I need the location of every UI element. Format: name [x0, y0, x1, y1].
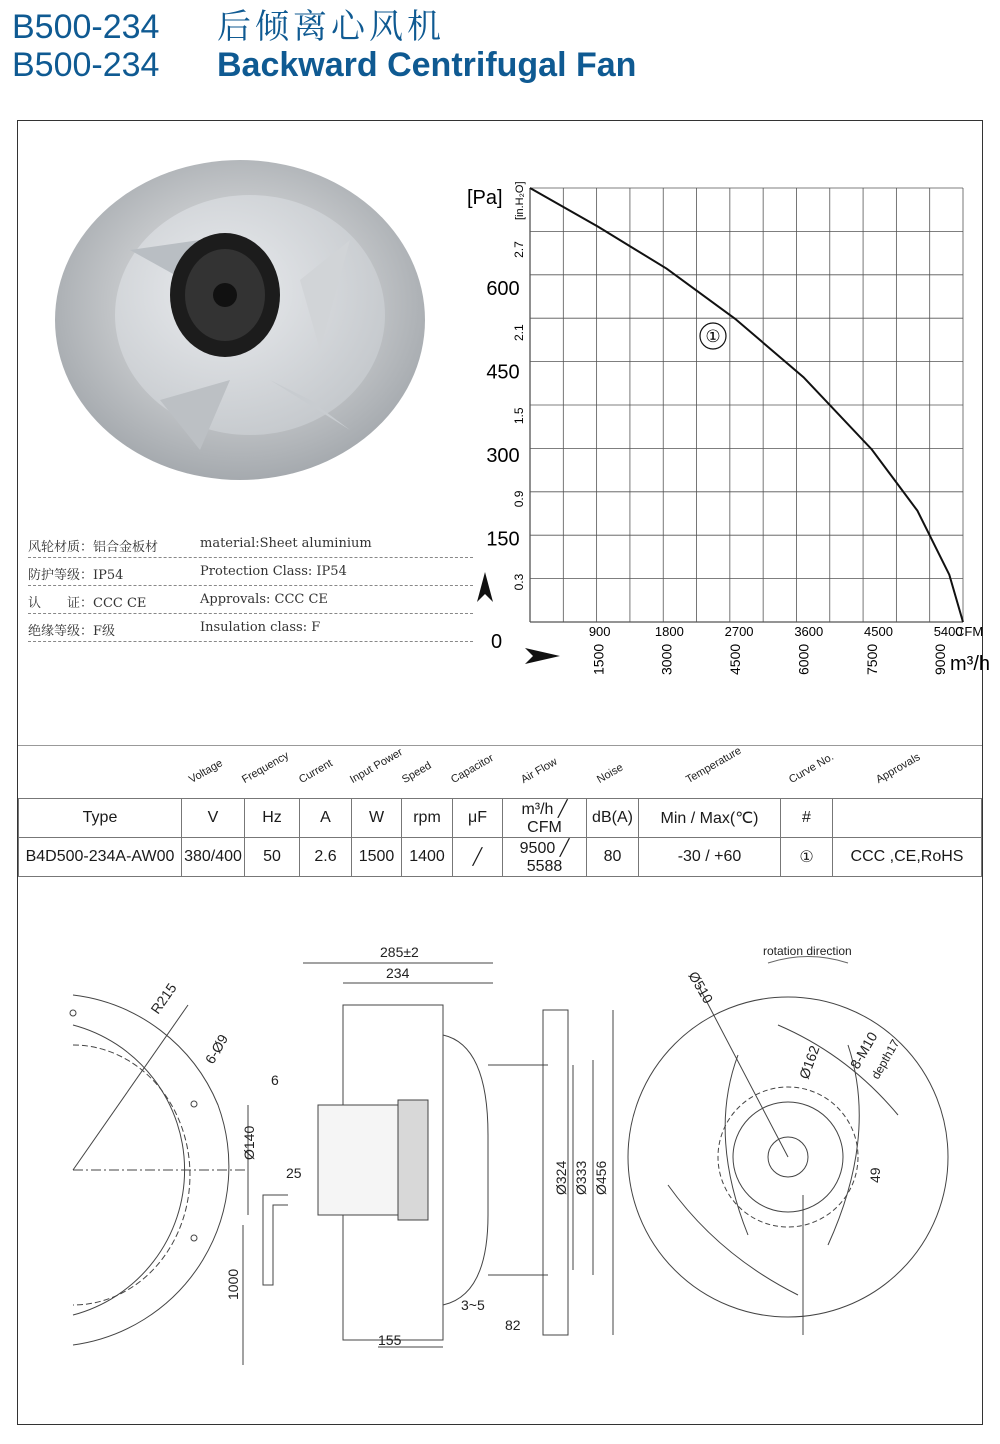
table-cell: 9500 ╱ 5588	[503, 838, 587, 877]
table-cell: #	[781, 799, 833, 838]
header-label: Input Power	[348, 746, 405, 786]
table-cell	[833, 799, 982, 838]
dim-holes: 6-Ø9	[201, 1031, 232, 1067]
y-arrow-icon	[477, 572, 493, 602]
spec-row: 绝缘等级：F级 Insulation class: F	[28, 616, 473, 642]
y2-tick-label: 2.7	[512, 241, 526, 258]
header-label: Current	[297, 757, 335, 786]
header-label: Curve No.	[787, 750, 836, 786]
table-cell: ╱	[453, 838, 503, 877]
header-label: Noise	[595, 761, 626, 786]
x-tick-label: 3600	[794, 624, 824, 639]
dim-d1: Ø324	[553, 1160, 569, 1195]
y2-tick-label: 0.3	[512, 573, 526, 591]
performance-chart	[455, 170, 990, 680]
table-cell: 380/400	[182, 838, 245, 877]
table-cell: 1400	[402, 838, 453, 877]
header-label: Frequency	[240, 749, 292, 786]
table-cell: 1500	[352, 838, 402, 877]
header-label: Speed	[400, 759, 434, 786]
y-tick-label: 600	[486, 278, 520, 301]
dim-outer: Ø510	[685, 968, 717, 1007]
dim-depth17: depth17	[868, 1036, 903, 1082]
rotation-label: rotation direction	[763, 944, 852, 958]
table-cell: 2.6	[300, 838, 352, 877]
x2-tick-label: 4500	[727, 643, 744, 675]
table-cell: V	[182, 799, 245, 838]
y2-tick-label: 0.9	[512, 490, 526, 508]
x-tick-label: 2700	[724, 624, 754, 639]
x2-tick-label: 9000	[932, 643, 949, 675]
curve-label: ①	[705, 327, 721, 346]
dim-hub: Ø140	[241, 1125, 257, 1160]
x-tick-label: 4500	[864, 624, 893, 639]
spec-row: 认 证：CCC CE Approvals: CCC CE	[28, 588, 473, 614]
header-label: Air Flow	[519, 755, 560, 786]
table-cell: 80	[587, 838, 639, 877]
x2-tick-label: 3000	[658, 643, 675, 675]
table-cell: μF	[453, 799, 503, 838]
title-chinese: B500-234 后倾离心风机	[12, 7, 445, 47]
dim-d3: Ø456	[593, 1160, 609, 1195]
table-cell: dB(A)	[587, 799, 639, 838]
dim-49: 49	[867, 1167, 883, 1183]
title-english: B500-234 Backward Centrifugal Fan	[12, 46, 637, 84]
dim-body: 234	[386, 965, 410, 981]
table-cell: -30 / +60	[639, 838, 781, 877]
x-unit-cfm: CFM	[955, 624, 984, 639]
y-tick-label: 300	[486, 445, 520, 468]
y2-tick-label: 2.1	[512, 324, 526, 342]
table-cell: ①	[781, 838, 833, 877]
table-row	[19, 838, 982, 877]
table-header-labels	[18, 745, 982, 799]
x2-tick-label: 1500	[590, 643, 607, 675]
dim-offset: 25	[286, 1165, 302, 1181]
table-cell: CCC ,CE,RoHS	[833, 838, 982, 877]
dim-threads: 8-M10	[846, 1029, 881, 1072]
x2-tick-label: 6000	[795, 643, 812, 675]
y-unit-pa: [Pa]	[467, 187, 503, 209]
x-tick-label: 5400	[933, 624, 963, 639]
dim-depth: 82	[505, 1317, 521, 1333]
spec-table	[18, 798, 982, 877]
dim-cable: 1000	[225, 1268, 241, 1300]
table-cell: Hz	[245, 799, 300, 838]
header-label: Approvals	[874, 751, 923, 786]
table-unit-row	[19, 799, 982, 838]
fan-photo	[50, 150, 430, 485]
x-unit-m3h: m³/h	[950, 653, 990, 675]
x-arrow-icon	[525, 648, 560, 664]
x-tick-label: 1800	[654, 624, 684, 639]
dim-bolt-circle: Ø162	[795, 1043, 823, 1082]
zero-label: 0	[491, 631, 503, 653]
table-cell: rpm	[402, 799, 453, 838]
table-cell: B4D500-234A-AW00	[19, 838, 182, 877]
table-cell: Type	[19, 799, 182, 838]
dim-overall: 285±2	[380, 944, 419, 960]
table-cell: 50	[245, 838, 300, 877]
y-tick-label: 150	[486, 528, 520, 551]
technical-drawing	[18, 935, 982, 1365]
y2-tick-label: 1.5	[512, 407, 526, 425]
table-cell: A	[300, 799, 352, 838]
table-cell: W	[352, 799, 402, 838]
table-cell: Min / Max(℃)	[639, 799, 781, 838]
header-label: Voltage	[187, 757, 225, 786]
spec-row: 防护等级：IP54 Protection Class: IP54	[28, 560, 473, 586]
table-cell: m³/h ╱ CFM	[503, 799, 587, 838]
header-label: Temperature	[684, 744, 744, 786]
dim-r215: R215	[147, 980, 180, 1017]
header-label: Capacitor	[449, 752, 496, 786]
dim-flange: 6	[271, 1072, 279, 1088]
dim-d2: Ø333	[573, 1160, 589, 1195]
x-tick-label: 900	[588, 624, 611, 639]
dim-base: 155	[378, 1332, 402, 1348]
spec-row: 风轮材质：铝合金板材 material:Sheet aluminium	[28, 532, 473, 558]
y-tick-label: 450	[486, 361, 520, 384]
y-unit-inh2o: [in.H₂O]	[514, 181, 526, 220]
x2-tick-label: 7500	[863, 643, 880, 675]
dim-gap: 3~5	[461, 1297, 485, 1313]
